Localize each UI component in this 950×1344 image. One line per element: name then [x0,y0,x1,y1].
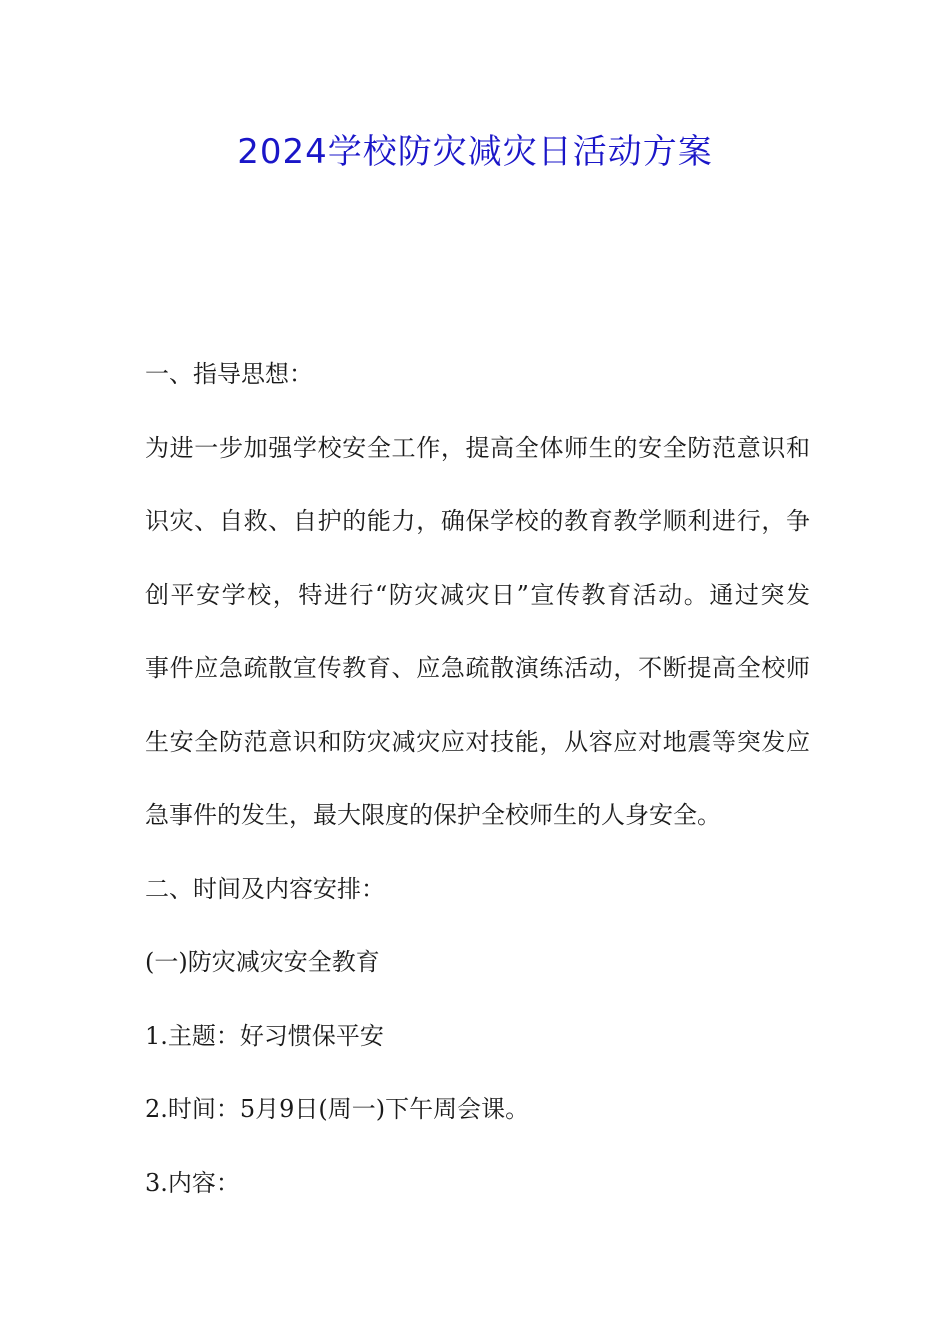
list-item: 1.主题：好习惯保平安 [145,1021,384,1050]
paragraph-line: 生安全防范意识和防灾减灾应对技能，从容应对地震等突发应 [145,727,810,756]
list-item: 3.内容： [145,1168,240,1197]
paragraph-line: 为进一步加强学校安全工作，提高全体师生的安全防范意识和 [145,433,810,462]
paragraph-line: 急事件的发生，最大限度的保护全校师生的人身安全。 [145,801,721,829]
list-item: 2.时间：5月9日(周一)下午周会课。 [145,1095,530,1123]
section2-subheading: (一)防灾减灾安全教育 [145,948,380,976]
document-body [145,338,810,1220]
paragraph-line: 事件应急疏散宣传教育、应急疏散演练活动，不断提高全校师 [145,654,810,682]
document-title: 2024学校防灾减灾日活动方案 [237,132,713,172]
paragraph-line: 创平安学校，特进行“防灾减灾日”宣传教育活动。通过突发 [145,580,810,609]
section1-heading: 一、指导思想： [145,360,313,388]
paragraph-line: 识灾、自救、自护的能力，确保学校的教育教学顺利进行，争 [145,507,810,535]
section2-heading: 二、时间及内容安排： [145,874,385,903]
